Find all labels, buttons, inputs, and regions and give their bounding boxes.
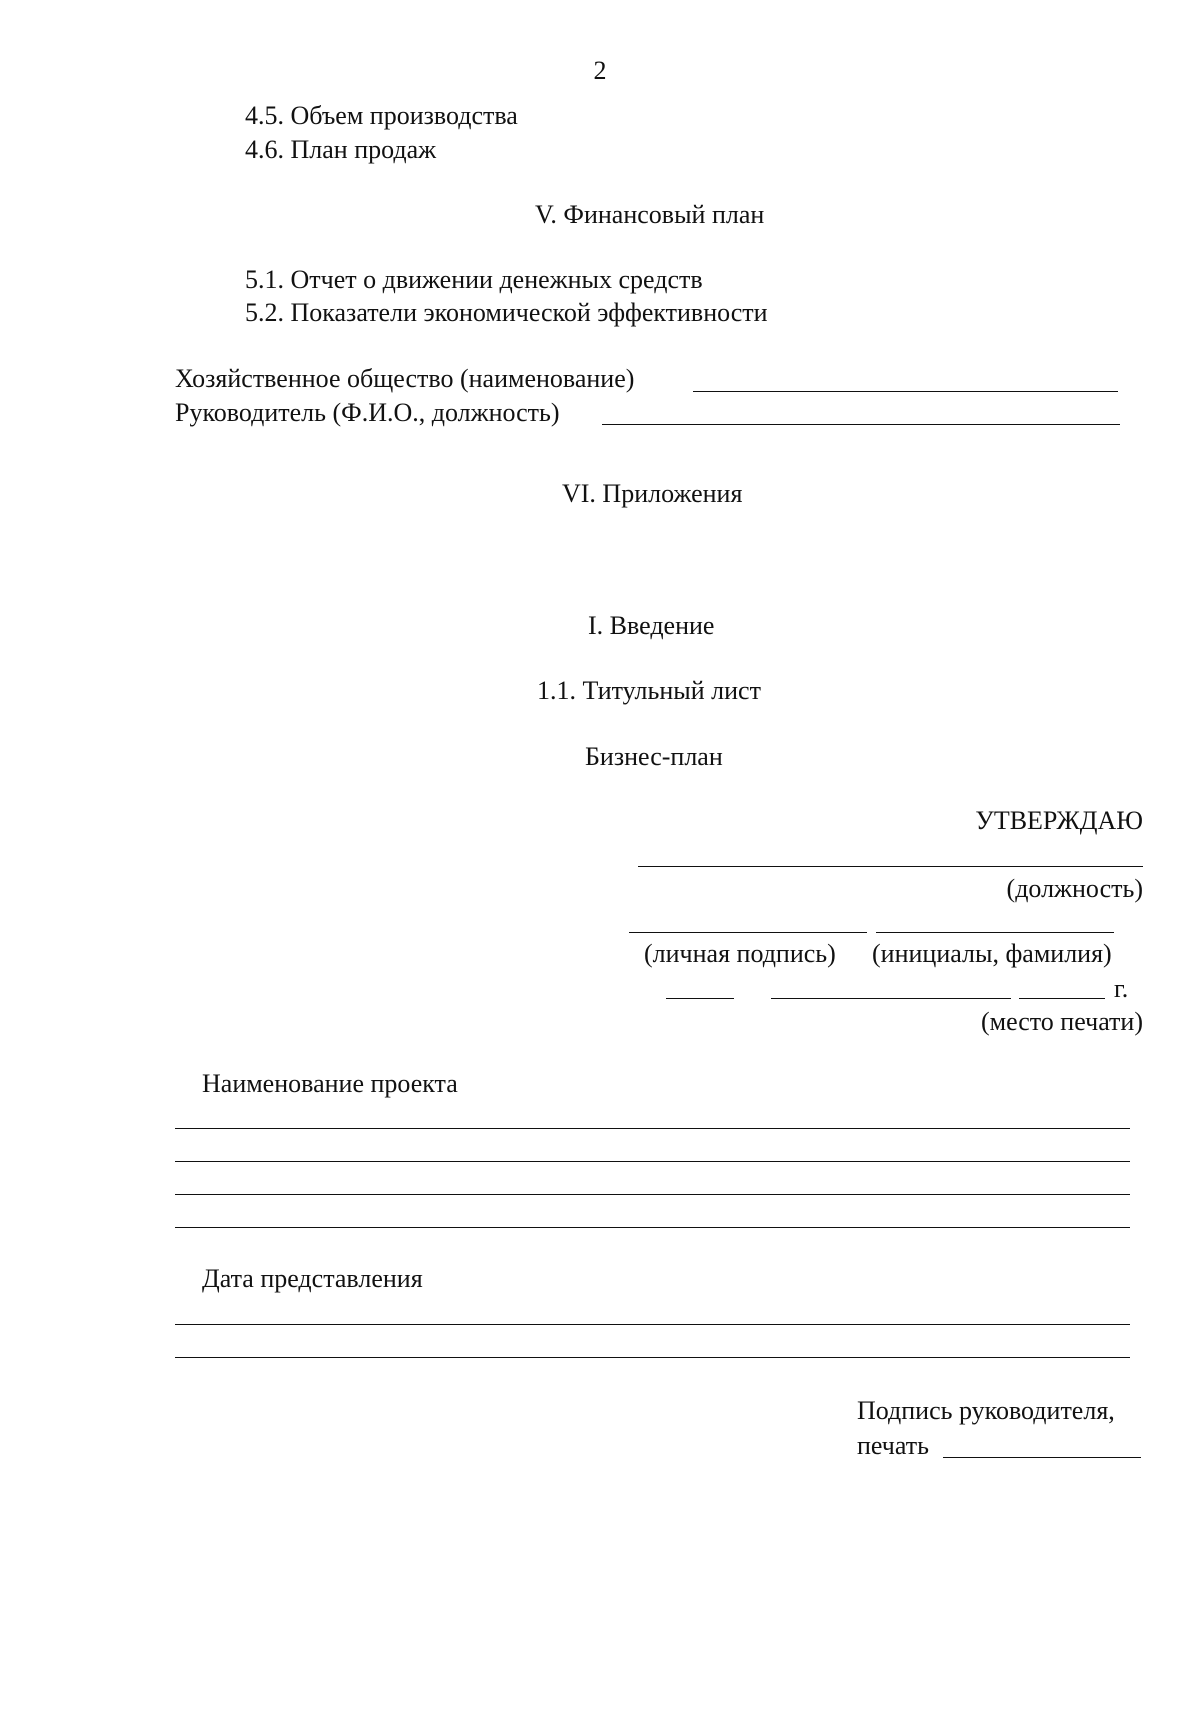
toc-item-4-5: 4.5. Объем производства (245, 101, 518, 130)
signature-label-line-1: Подпись руководителя, (857, 1396, 1115, 1425)
section-6-title: VI. Приложения (562, 479, 743, 508)
stamp-blank-line (943, 1457, 1141, 1458)
signature-caption: (личная подпись) (644, 939, 836, 968)
approve-label: УТВЕРЖДАЮ (975, 806, 1143, 835)
initials-caption: (инициалы, фамилия) (872, 939, 1112, 968)
submission-date-line-1 (175, 1324, 1130, 1325)
toc-item-5-2: 5.2. Показатели экономической эффективности (245, 298, 768, 327)
day-blank-line (666, 998, 734, 999)
year-blank-line (1019, 998, 1105, 999)
signature-blank-line (629, 932, 867, 933)
head-label: Руководитель (Ф.И.О., должность) (175, 398, 560, 427)
head-blank-line (602, 424, 1120, 425)
month-blank-line (771, 998, 1011, 999)
doc-title: Бизнес-план (585, 742, 723, 771)
project-name-line-2 (175, 1161, 1130, 1162)
toc-item-5-1: 5.1. Отчет о движении денежных средств (245, 265, 703, 294)
submission-date-line-2 (175, 1357, 1130, 1358)
project-name-label: Наименование проекта (202, 1069, 458, 1098)
stamp-place-caption: (место печати) (980, 1007, 1143, 1036)
subsection-1-1-title: 1.1. Титульный лист (537, 676, 761, 705)
company-blank-line (693, 391, 1118, 392)
section-1-title: I. Введение (588, 611, 715, 640)
submission-date-label: Дата представления (202, 1264, 423, 1293)
year-suffix: г. (1114, 974, 1129, 1003)
page-number: 2 (593, 56, 607, 85)
position-blank-line (638, 866, 1143, 867)
initials-blank-line (876, 932, 1114, 933)
project-name-line-3 (175, 1194, 1130, 1195)
project-name-line-1 (175, 1128, 1130, 1129)
position-caption: (должность) (1006, 874, 1143, 903)
toc-item-4-6: 4.6. План продаж (245, 135, 437, 164)
section-5-title: V. Финансовый план (535, 200, 765, 229)
signature-label-line-2: печать (857, 1431, 929, 1460)
project-name-line-4 (175, 1227, 1130, 1228)
company-label: Хозяйственное общество (наименование) (175, 364, 635, 393)
